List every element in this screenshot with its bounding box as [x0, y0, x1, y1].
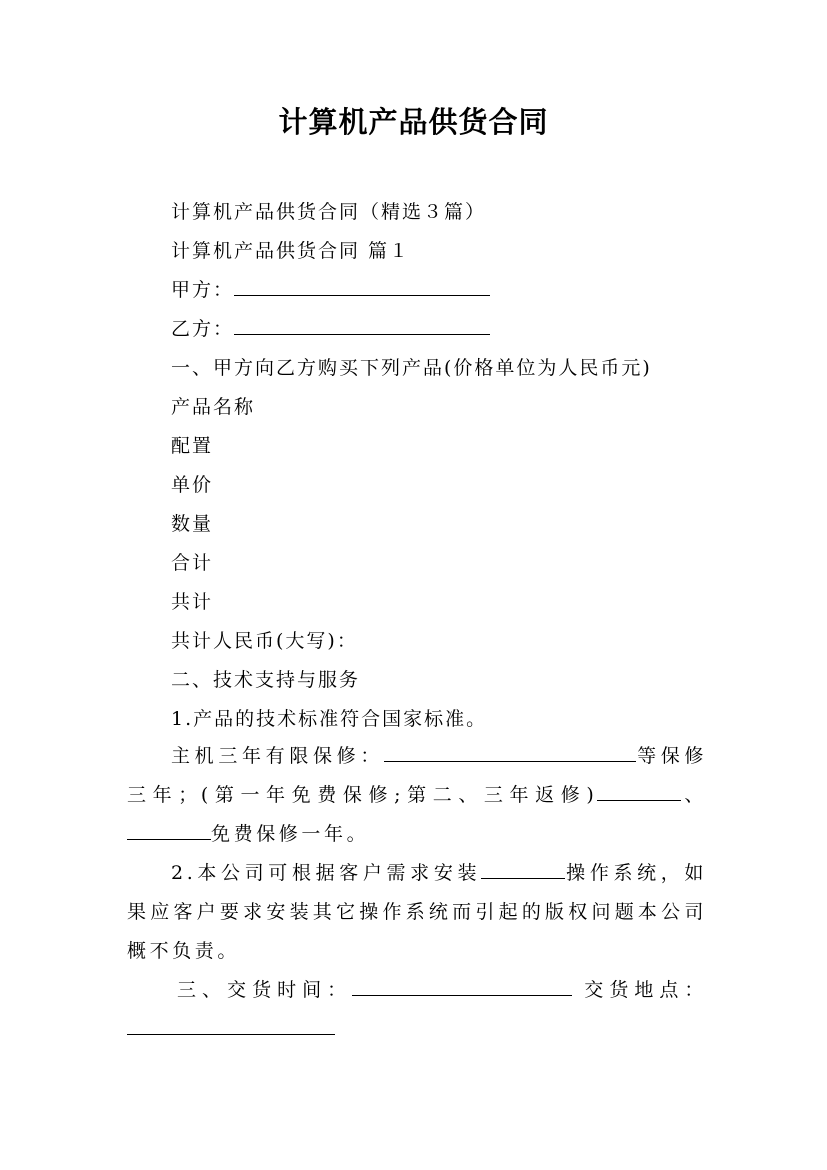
- item-quantity: 数量: [171, 513, 214, 535]
- delivery-place-blank: [127, 1016, 335, 1035]
- item-product-name: 产品名称: [171, 396, 256, 418]
- clause-2-item-1: 1.产品的技术标准符合国家标准。: [171, 708, 488, 730]
- party-a-blank: [234, 277, 490, 296]
- warranty-paragraph: 主机三年有限保修： 等保修三年；(第一年免费保修;第二、三年返修) 、免费保修一年。: [127, 745, 707, 845]
- document-title: 计算机产品供货合同: [278, 105, 549, 139]
- party-b-label: 乙方：: [171, 318, 235, 340]
- subtitle-line: 计算机产品供货合同（精选３篇）: [171, 201, 487, 223]
- total-in-words: 共计人民币(大写)：: [171, 630, 358, 652]
- delivery-paragraph: 三、交货时间： 交货地点：: [127, 971, 707, 1049]
- warranty-blank-3: [127, 821, 211, 840]
- party-b-blank: [234, 316, 490, 335]
- item-total: 共计: [171, 591, 214, 613]
- clause-1-heading: 一、甲方向乙方购买下列产品(价格单位为人民币元): [171, 357, 652, 379]
- warranty-blank-2: [597, 782, 681, 801]
- item-subtotal: 合计: [171, 552, 214, 574]
- party-a-line: [171, 277, 490, 303]
- os-install-paragraph: 2.本公司可根据客户需求安装 操作系统，如果应客户要求安装其它操作系统而引起的版权问题本公司概不负责。: [127, 862, 707, 962]
- os-blank: [481, 860, 565, 879]
- warranty-blank: [384, 743, 636, 762]
- item-configuration: 配置: [171, 435, 214, 457]
- section-heading: 计算机产品供货合同 篇１: [171, 240, 411, 262]
- party-b-line: [171, 316, 490, 342]
- delivery-time-blank: [352, 977, 572, 996]
- item-unit-price: 单价: [171, 474, 214, 496]
- clause-2-heading: 二、技术支持与服务: [171, 669, 361, 691]
- party-a-label: 甲方：: [171, 279, 235, 301]
